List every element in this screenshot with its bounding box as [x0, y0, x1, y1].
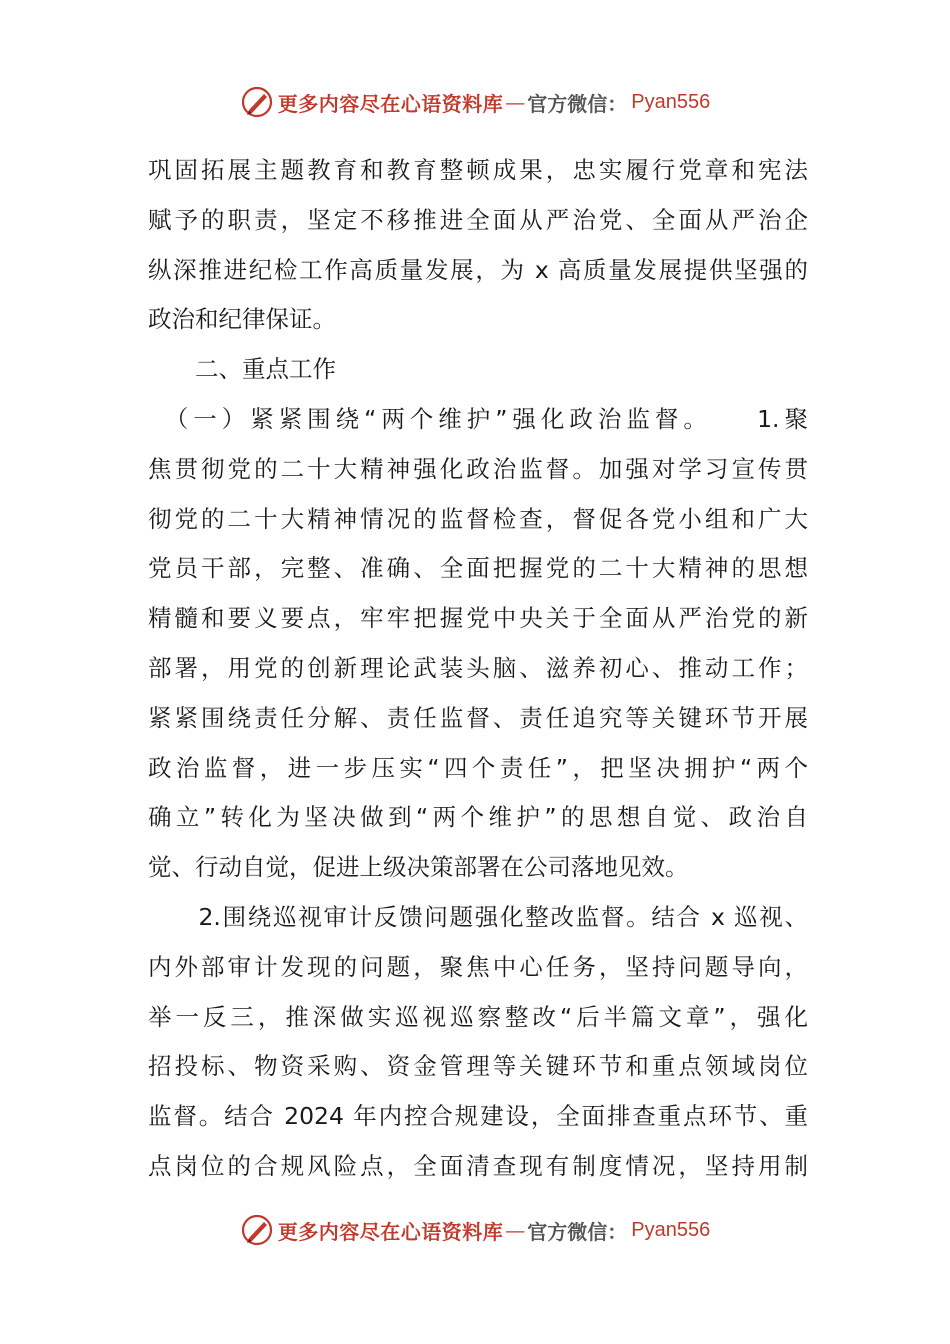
text-line: 政治和纪律保证。: [148, 305, 336, 334]
watermark-wechat-id: Pyan556: [631, 1218, 711, 1241]
text-line: 觉、行动自觉，促进上级决策部署在公司落地见效。: [148, 853, 689, 882]
text-line: 赋予的职责，坚定不移推进全面从严治党、全面从严治企: [148, 205, 808, 234]
text-line: 举一反三，推深做实巡视巡察整改“后半篇文章”，强化: [148, 1002, 808, 1031]
header-watermark: [0, 80, 950, 124]
document-body: [148, 146, 808, 1192]
text-line: 紧紧围绕责任分解、责任监督、责任追究等关键环节开展: [148, 703, 808, 732]
text-line: 2.围绕巡视审计反馈问题强化整改监督。结合 x 巡视、: [148, 902, 808, 931]
text-line: 政治监督，进一步压实“四个责任”，把坚决拥护“两个: [148, 753, 808, 782]
text-line: 党员干部，完整、准确、全面把握党的二十大精神的思想: [148, 554, 808, 583]
text-line: 纵深推进纪检工作高质量发展，为 x 高质量发展提供坚强的: [148, 255, 808, 284]
text-line: 监督。结合 2024 年内控合规建设，全面排查重点环节、重: [148, 1102, 808, 1131]
subsection-heading: （一）紧紧围绕“两个维护”强化政治监督。 1.聚: [148, 404, 808, 433]
watermark-wechat-id: Pyan556: [631, 90, 711, 113]
text-line: 精髓和要义要点，牢牢把握党中央关于全面从严治党的新: [148, 604, 808, 633]
text-line: 内外部审计发现的问题，聚焦中心任务，坚持问题导向，: [148, 952, 808, 981]
text-line: 彻党的二十大精神情况的监督检查，督促各党小组和广大: [148, 504, 808, 533]
watermark-site-text: 更多内容尽在心语资料库: [277, 91, 504, 116]
pen-logo-icon: [240, 85, 274, 119]
watermark-dash: —: [505, 90, 526, 114]
watermark-site-text: 更多内容尽在心语资料库: [277, 1219, 504, 1244]
watermark-official-label: 官方微信：: [527, 1219, 628, 1244]
watermark-dash: —: [505, 1218, 526, 1242]
text-line: 巩固拓展主题教育和教育整顿成果，忠实履行党章和宪法: [148, 156, 808, 184]
text-line: 招投标、物资采购、资金管理等关键环节和重点领域岗位: [148, 1052, 808, 1081]
text-line: 部署，用党的创新理论武装头脑、滋养初心、推动工作；: [148, 653, 808, 682]
pen-logo-icon: [240, 1213, 274, 1247]
watermark-official-label: 官方微信：: [527, 91, 628, 116]
text-line: 焦贯彻党的二十大精神强化政治监督。加强对学习宣传贯: [148, 454, 808, 483]
section-heading: 二、重点工作: [148, 355, 336, 384]
text-line: 确立”转化为坚决做到“两个维护”的思想自觉、政治自: [148, 803, 808, 832]
text-line: 点岗位的合规风险点，全面清查现有制度情况，坚持用制: [148, 1151, 808, 1180]
footer-watermark: [0, 1208, 950, 1252]
